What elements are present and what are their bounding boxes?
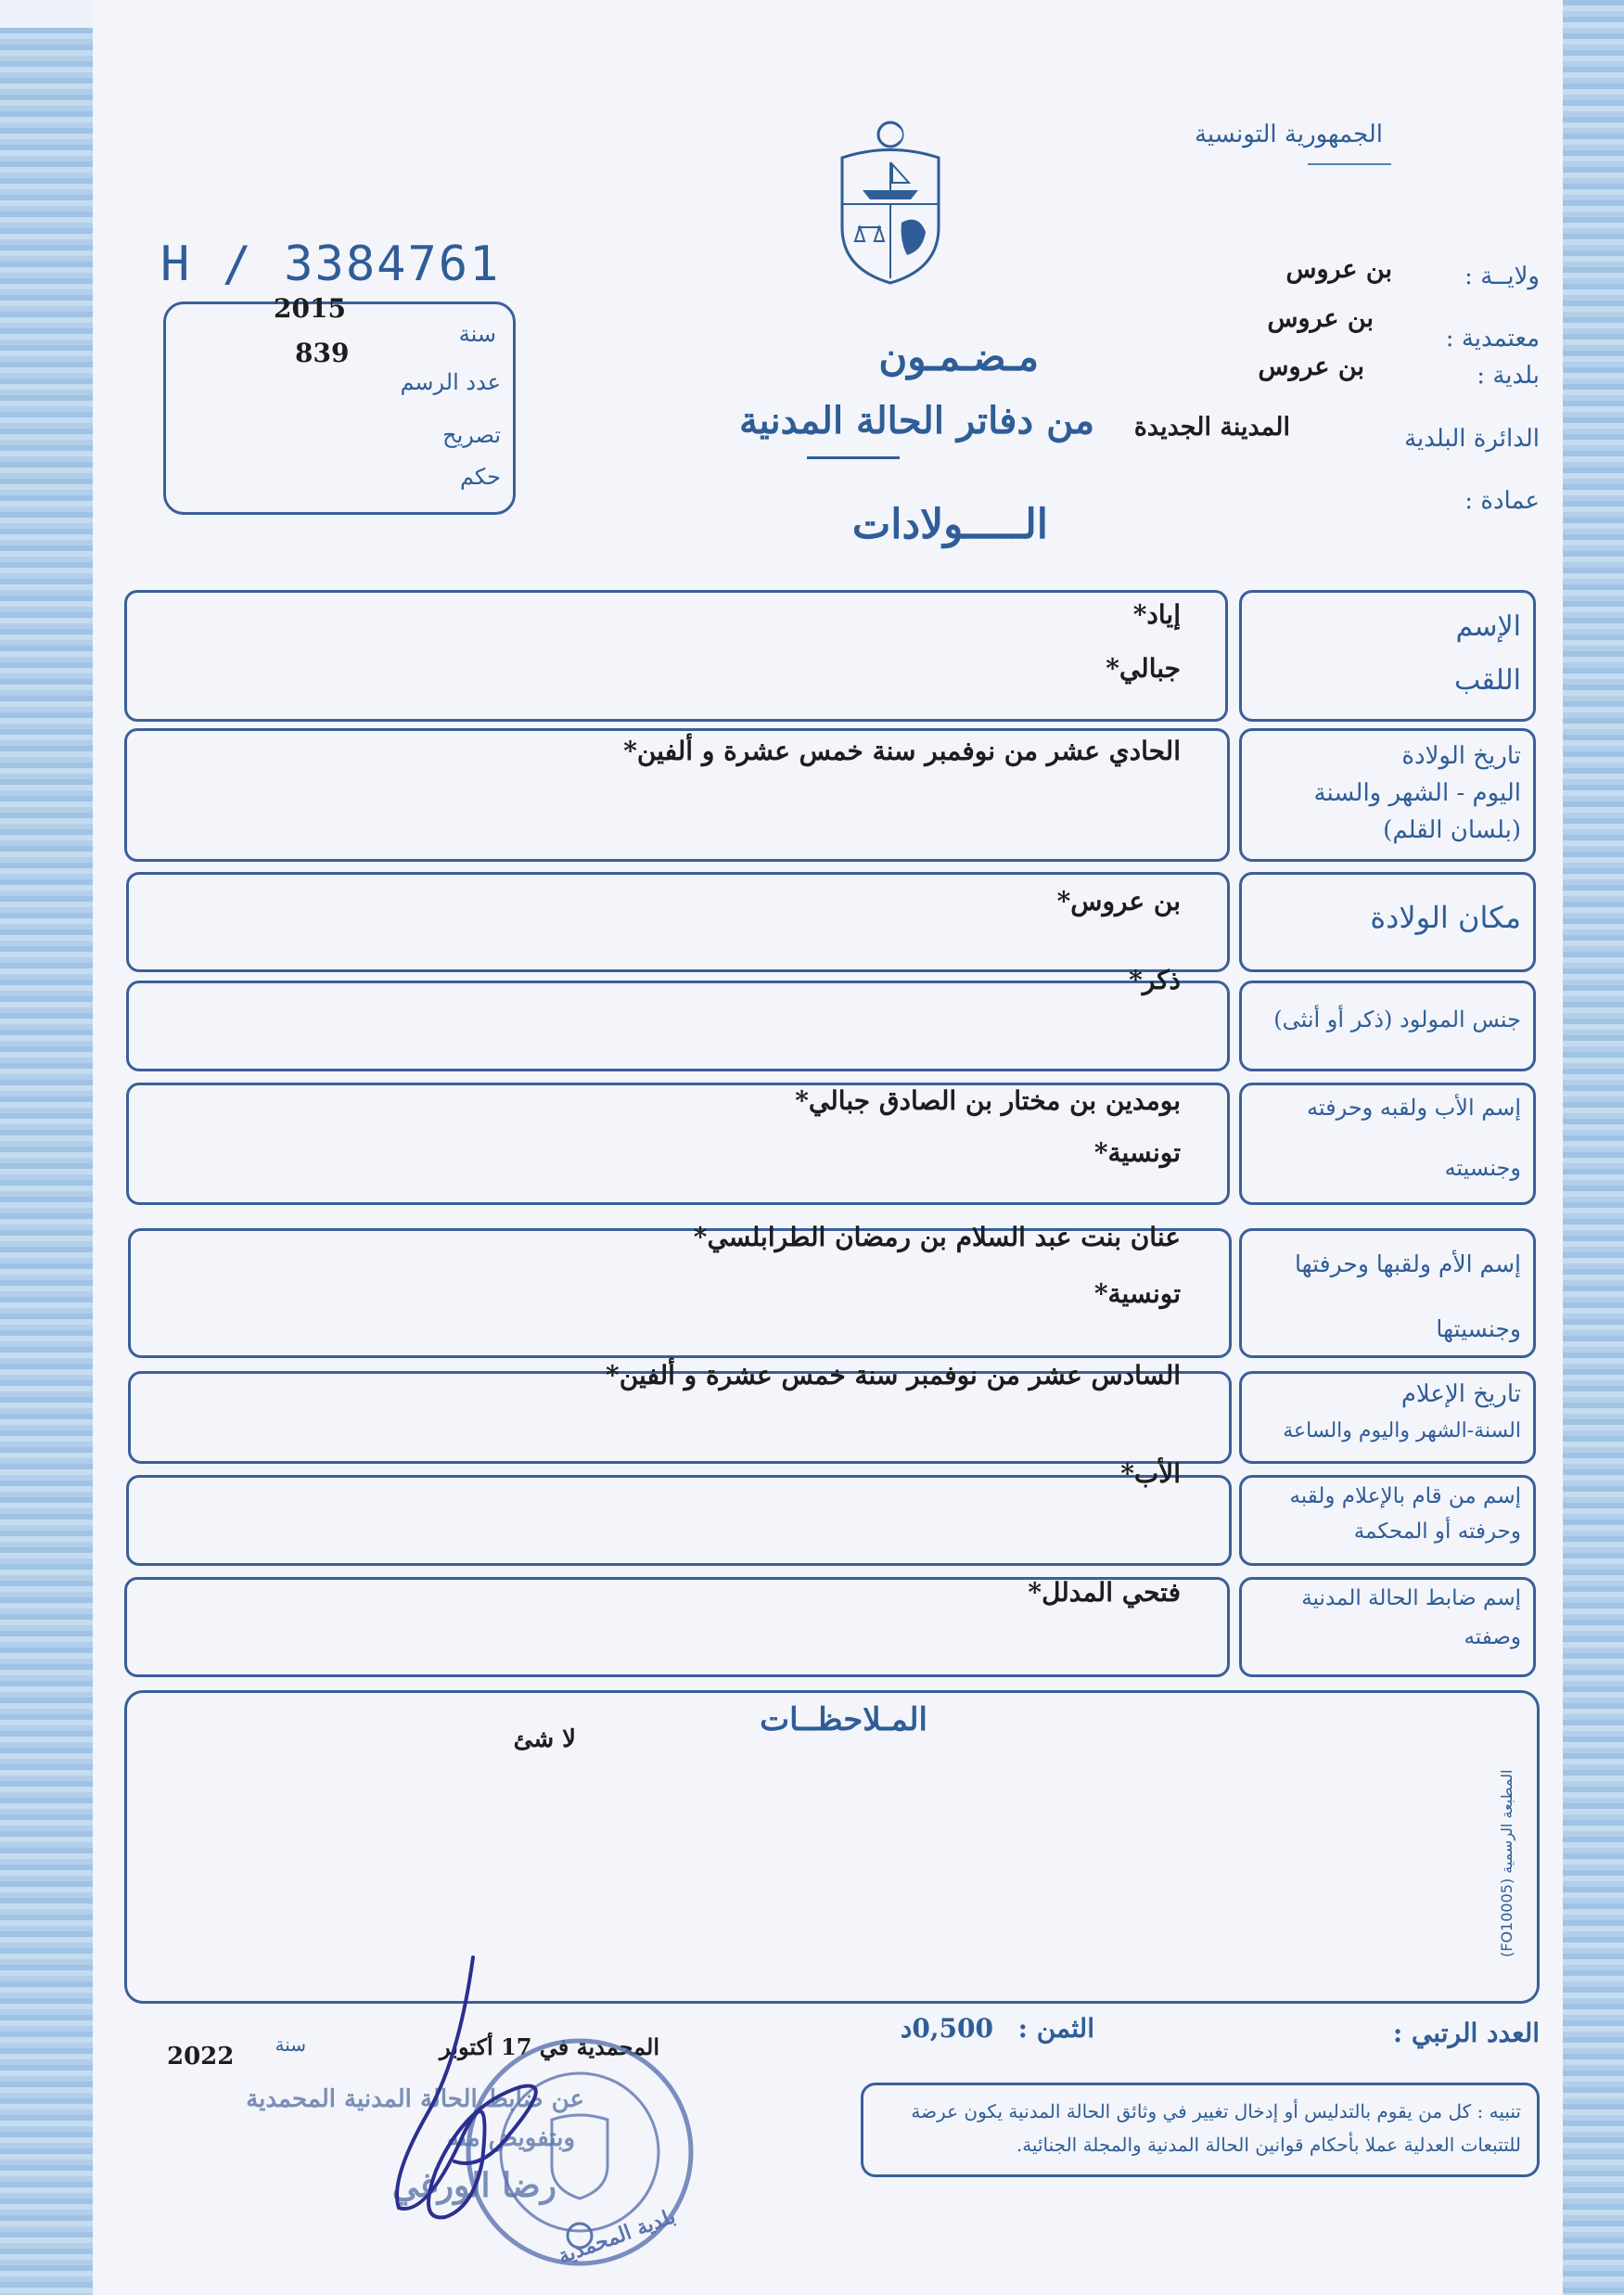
value-declarant: الأب* — [1120, 1458, 1181, 1489]
value-sex: ذكر* — [1129, 965, 1181, 995]
value-father: بومدين بن مختار بن الصادق جبالي* — [795, 1085, 1181, 1116]
ref-declaration-label: تصريح — [442, 422, 501, 448]
births-title: الـــــولادات — [851, 501, 1048, 548]
label-father-nationality: وجنسيته — [1444, 1155, 1521, 1181]
label-declaration-date: تاريخ الإعلام — [1400, 1380, 1521, 1408]
remarks-title: المـلاحظــات — [760, 1701, 927, 1738]
label-father: إسم الأب ولقبه وحرفته — [1307, 1095, 1521, 1121]
registers-title: من دفاتر الحالة المدنية — [739, 399, 1094, 442]
label-surname: اللقب — [1453, 664, 1521, 697]
signature-icon — [371, 1948, 575, 2226]
label-declarant-sub: وحرفته أو المحكمة — [1353, 1519, 1521, 1544]
omada-label: عمادة : — [1464, 487, 1540, 515]
ref-number-label: عدد الرسم — [400, 369, 501, 395]
baladia-value: بن عروس — [1258, 353, 1364, 381]
issue-place-date: المحمدية في 17 أكتوبر — [440, 2033, 659, 2060]
wilaya-value: بن عروس — [1285, 255, 1392, 284]
serial-number: H / 3384761 — [160, 237, 501, 292]
wilaya-label: ولايــة : — [1464, 263, 1540, 290]
label-first-name: الإسم — [1455, 610, 1521, 643]
value-box-declarant — [126, 1475, 1232, 1566]
price-value: 0,500د — [900, 2013, 993, 2044]
value-officer: فتحي المدلل* — [1028, 1577, 1181, 1608]
label-birth-date-words: (بلسان القلم) — [1383, 816, 1521, 844]
value-box-sex — [126, 981, 1230, 1071]
issue-year-value: 2022 — [167, 2043, 235, 2071]
official-line-1: عن ضابط الحالة المدنية المحمدية — [246, 2085, 584, 2113]
serial-order-label: العدد الرتبي : — [1392, 2018, 1540, 2048]
coat-of-arms-icon — [835, 116, 946, 288]
value-first-name: إياد* — [1132, 599, 1181, 630]
label-birth-date-sub: اليوم - الشهر والسنة — [1313, 779, 1521, 807]
baladia-label: بلدية : — [1477, 362, 1540, 390]
value-father-nationality: تونسية* — [1093, 1137, 1181, 1168]
printer-code: المطبعة الرسمية (FO10005) — [1498, 1769, 1515, 1957]
label-declarant: إسم من قام بالإعلام ولقبه — [1289, 1484, 1521, 1508]
ref-year-label: سنة — [458, 321, 496, 347]
republic-underline — [1308, 163, 1391, 165]
label-birth-date: تاريخ الولادة — [1401, 742, 1521, 770]
value-mother: عنان بنت عبد السلام بن رمضان الطرابلسي* — [693, 1222, 1181, 1252]
value-birth-place: بن عروس* — [1056, 886, 1181, 917]
value-mother-nationality: تونسية* — [1093, 1278, 1181, 1309]
label-mother: إسم الأم ولقبها وحرفتها — [1294, 1250, 1521, 1277]
madmoun-title: مـضـمـون — [878, 334, 1039, 379]
value-box-name — [124, 590, 1228, 722]
daira-label: الدائرة البلدية — [1404, 425, 1540, 453]
motamadia-value: بن عروس — [1267, 304, 1374, 333]
official-name: رضا الورغي — [391, 2166, 556, 2205]
left-guilloche-border — [0, 28, 93, 2295]
ref-year-value: 2015 — [274, 293, 346, 324]
issue-year-label: سنة — [275, 2033, 306, 2056]
ref-judgment-label: حكم — [459, 464, 501, 490]
label-birth-place: مكان الولادة — [1370, 900, 1521, 935]
official-line-2: وبتفويض منه — [446, 2124, 575, 2152]
label-mother-nationality: وجنسيتها — [1436, 1315, 1521, 1342]
label-officer-sub: وصفته — [1464, 1625, 1521, 1649]
republic-label: الجمهورية التونسية — [1194, 121, 1383, 148]
value-declaration-date: السادس عشر من نوفمبر سنة خمس عشرة و ألفين* — [606, 1360, 1181, 1391]
value-birth-date: الحادي عشر من نوفمبر سنة خمس عشرة و ألفين* — [623, 736, 1181, 766]
value-surname: جبالي* — [1106, 653, 1181, 684]
remarks-value: لا شئ — [513, 1725, 576, 1753]
right-guilloche-border — [1563, 0, 1624, 2295]
label-officer: إسم ضابط الحالة المدنية — [1301, 1586, 1521, 1610]
daira-value: المدينة الجديدة — [1133, 413, 1290, 442]
label-declaration-date-sub: السنة-الشهر واليوم والساعة — [1283, 1419, 1521, 1442]
ref-number-value: 839 — [295, 338, 350, 368]
motamadia-label: معتمدية : — [1445, 325, 1540, 353]
stamp-text: بلدية المحمدية — [555, 2204, 679, 2269]
price-label: الثمن : — [1017, 2013, 1094, 2044]
notice-text: تنبيه : كل من يقوم بالتدليس أو إدخال تغيير في وثائق الحالة المدنية يكون عرضة للتتبعات العدلية عملا بأحكام قوانين الحالة المدنية والمجلة الجنائية. — [911, 2100, 1521, 2156]
title-underline — [807, 456, 900, 459]
label-sex: جنس المولود (ذكر أو أنثى) — [1273, 1006, 1521, 1032]
